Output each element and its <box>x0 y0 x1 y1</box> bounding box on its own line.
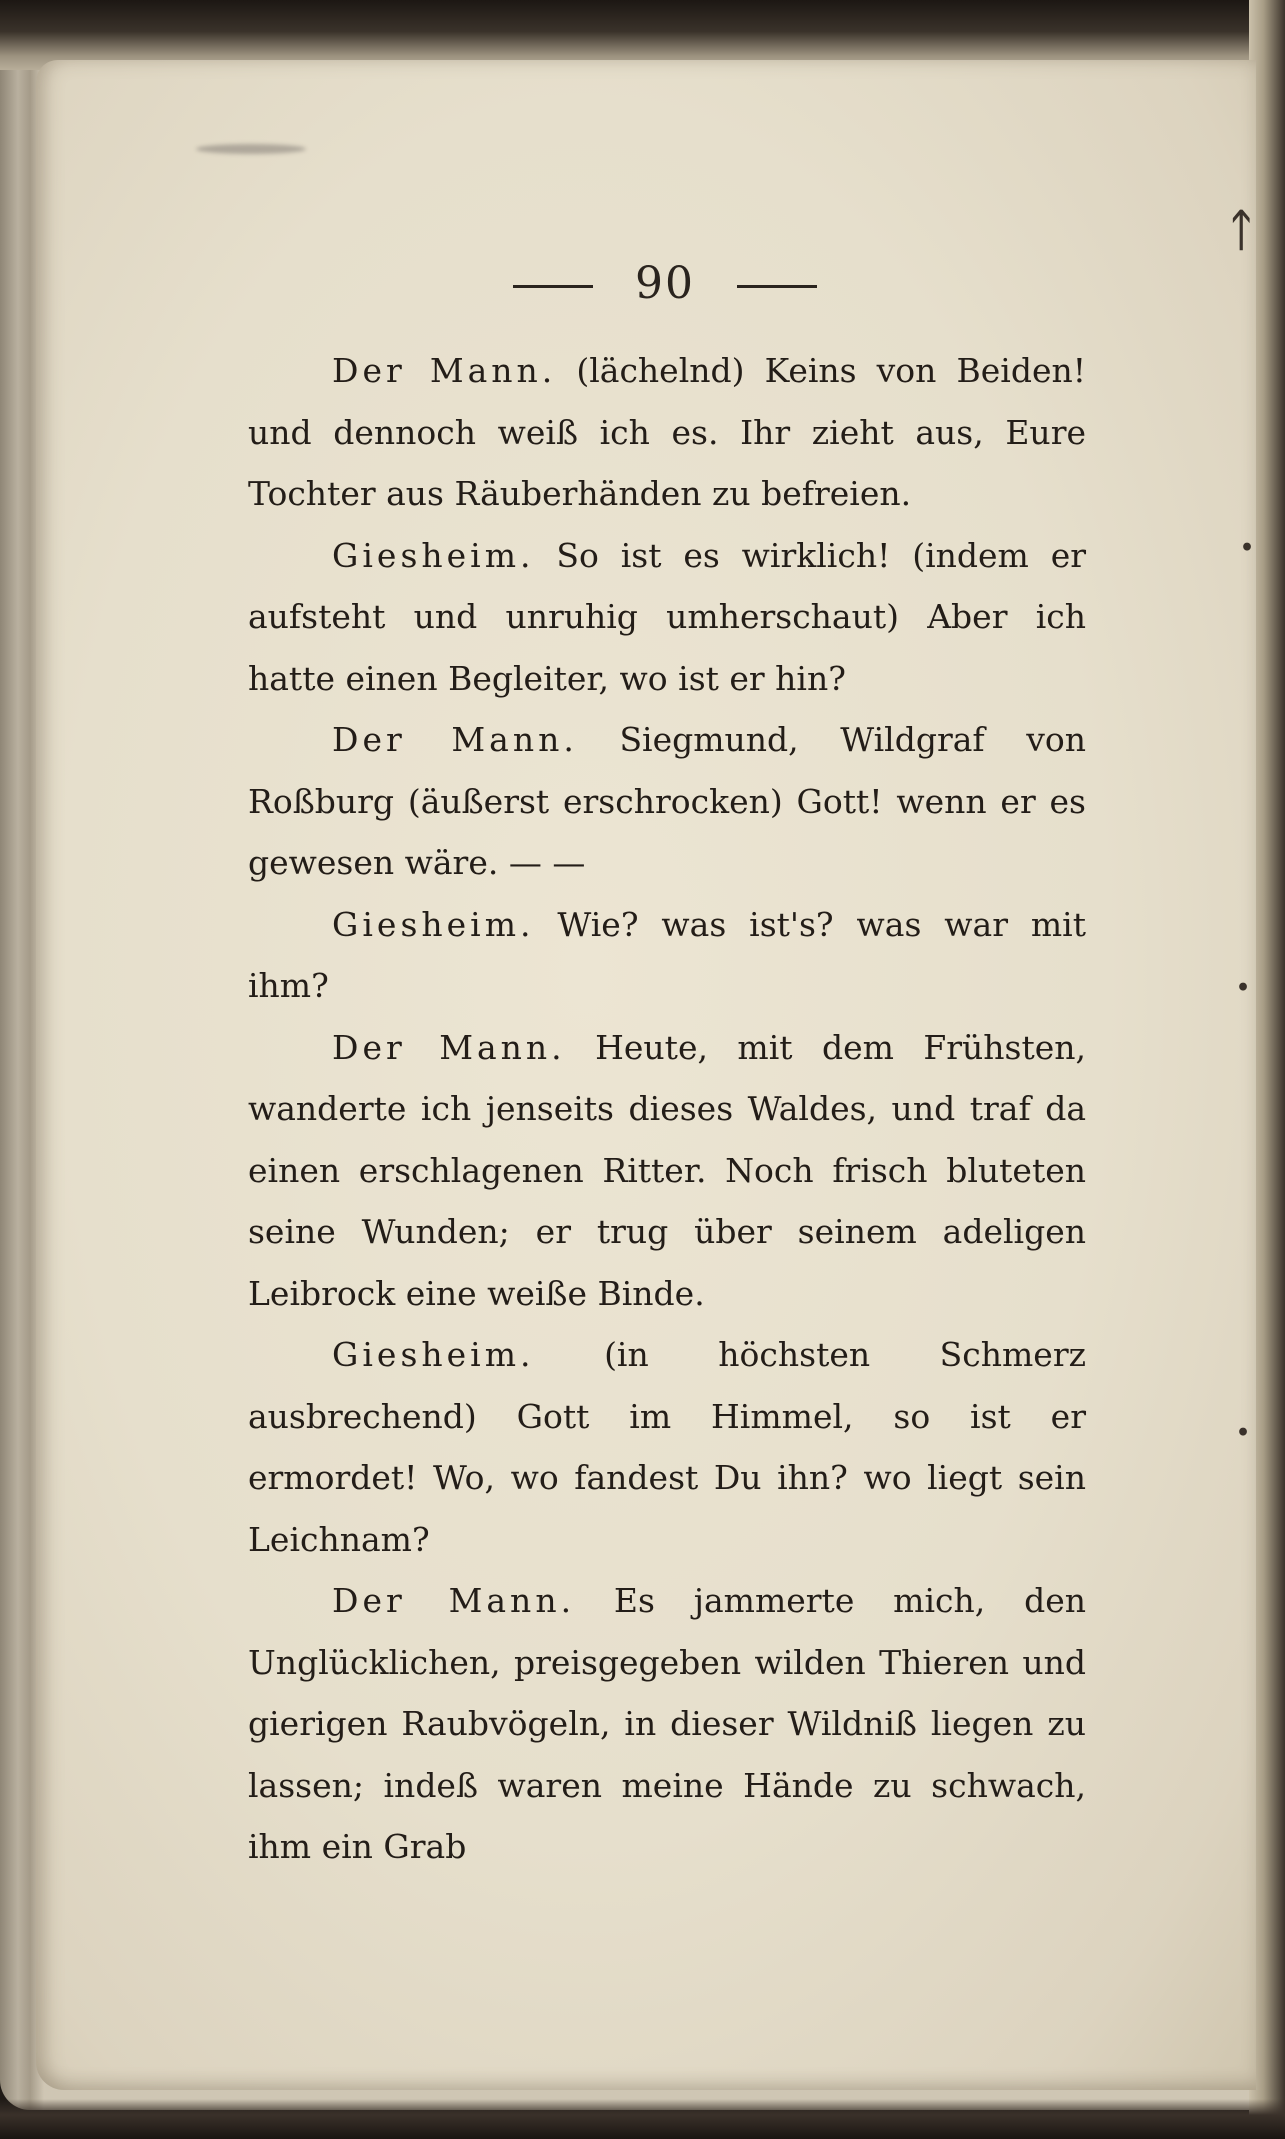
dialogue-paragraph <box>248 525 1086 710</box>
dialogue-paragraph <box>248 1570 1086 1878</box>
margin-dot-mark: • <box>1236 975 1251 1001</box>
dialogue-paragraph <box>248 1324 1086 1570</box>
dialogue-text: So ist es wirklich! (indem er aufsteht und unruhig umherschaut) Aber ich hatte einen Begleiter, wo ist er hin? <box>248 535 1086 698</box>
body-text <box>248 340 1086 1878</box>
speaker-name: Der Mann. <box>332 720 578 759</box>
speaker-name: Der Mann. <box>332 1581 576 1620</box>
speaker-name: Giesheim. <box>332 535 535 575</box>
margin-tick-mark: ᛏ <box>1228 205 1255 256</box>
dialogue-text: (in höchsten Schmerz ausbrechend) Gott im Himmel, so ist er ermordet! Wo, wo fandest Du ihn? wo liegt sein Leichnam? <box>248 1335 1086 1559</box>
dialogue-text: Heute, mit dem Frühsten, wanderte ich jenseits dieses Waldes, und traf da einen erschlagenen Ritter. Noch frisch bluteten seine Wunden; er trug über seinem adeligen Leibrock eine weiße Binde. <box>248 1027 1086 1313</box>
speaker-name: Giesheim. <box>332 904 535 944</box>
dialogue-text: (lächelnd) Keins von Beiden! und dennoch weiß ich es. Ihr zieht aus, Eure Tochter aus Räuberhänden zu befreien. <box>248 351 1086 513</box>
book-bottom-edge <box>0 2099 1285 2139</box>
ink-smudge <box>196 144 306 154</box>
margin-dot-mark: • <box>1236 1420 1251 1446</box>
dialogue-paragraph <box>248 894 1086 1017</box>
speaker-name: Giesheim. <box>332 1335 535 1374</box>
margin-dot-mark: • <box>1240 535 1255 561</box>
dialogue-paragraph <box>248 1017 1086 1325</box>
dialogue-text: Wie? was ist's? was war mit ihm? <box>248 904 1086 1005</box>
page-header <box>0 258 1285 309</box>
header-rule-left <box>513 285 593 288</box>
dialogue-text: Es jammerte mich, den Unglücklichen, preisgegeben wilden Thieren und gierigen Raubvögeln, in dieser Wildniß liegen zu lassen; indeß waren meine Hände zu schwach, ihm ein Grab <box>248 1581 1086 1866</box>
dialogue-paragraph <box>248 709 1086 894</box>
speaker-name: Der Mann. <box>332 1027 566 1067</box>
speaker-name: Der Mann. <box>332 351 557 390</box>
header-rule-right <box>737 285 817 288</box>
dialogue-text: Siegmund, Wildgraf von Roßburg (äußerst erschrocken) Gott! wenn er es gewesen wäre. — — <box>248 720 1086 882</box>
page-number: 90 <box>635 258 695 309</box>
dialogue-paragraph <box>248 340 1086 525</box>
